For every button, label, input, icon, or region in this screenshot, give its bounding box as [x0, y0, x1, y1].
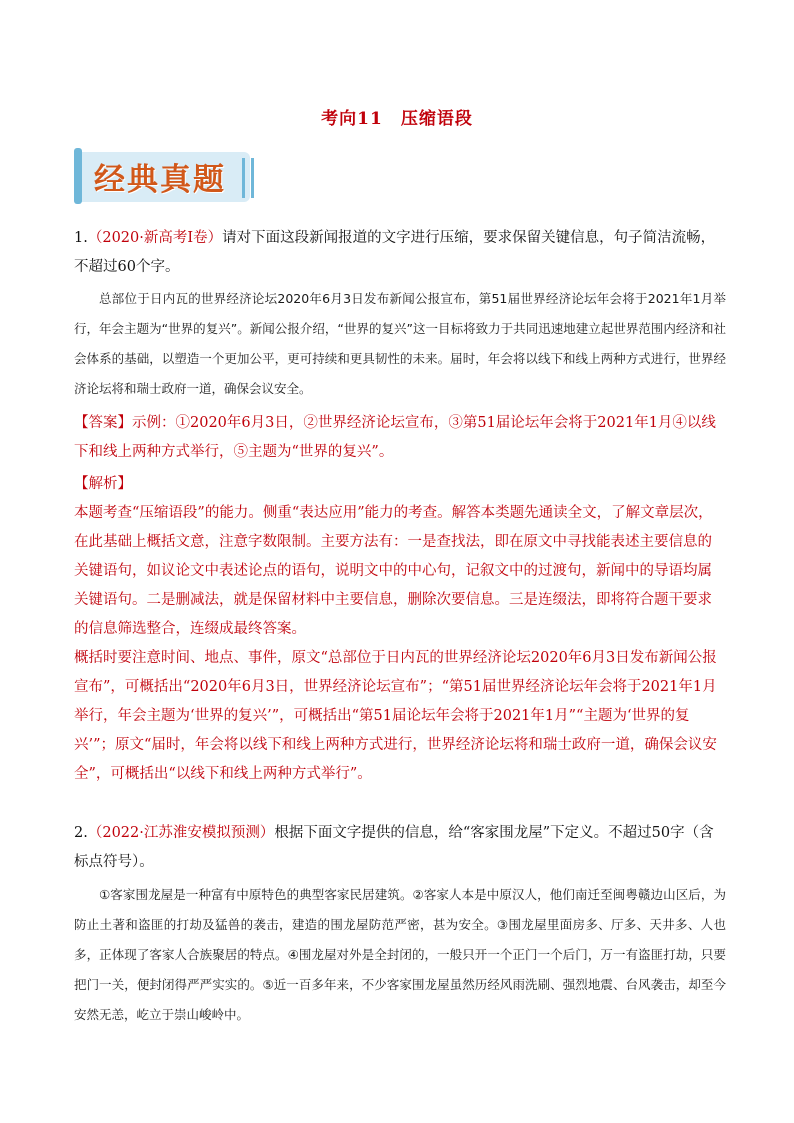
question-1-passage: 总部位于日内瓦的世界经济论坛2020年6月3日发布新闻公报宣布，第51届世界经济论坛年会将于2021年1月举行，年会主题为“世界的复兴”。新闻公报介绍，“世界的复兴”这一目标将致力于共同迅速地建立起世界范围内经济和社会体系的基础，以塑造一个更加公平，更可持续和更具韧性的未来。届时，年会将以线下和线上两种方式进行，世界经济论坛将和瑞士政府一道，确保会议安全。 — [74, 291, 726, 396]
analysis-paragraph-2: 概括时要注意时间、地点、事件，原文“总部位于日内瓦的世界经济论坛2020年6月3日发布新闻公报宣布”，可概括出“2020年6月3日，世界经济论坛宣布”；“第51届世界经济论坛年会将于2021年1月举行，年会主题为‘世界的复兴’”，可概括出“第51届论坛年会将于2021年1月”“主题为‘世界的复兴’”；原文“届时，年会将以线下和线上两种方式进行，世界经济论坛将和瑞士政府一道，确保会议安全”，可概括出“以线下和线上两种方式举行”。 — [74, 650, 717, 782]
banner-stripe — [242, 158, 254, 198]
answer-label: 【答案】 — [74, 415, 132, 431]
banner-edge — [74, 148, 82, 204]
question-1-passage-block — [74, 284, 726, 404]
answer-paragraph — [74, 409, 726, 467]
answer-text: 示例：①2020年6月3日，②世界经济论坛宣布，③第51届论坛年会将于2021年1月④以线下和线上两种方式举行，⑤主题为“世界的复兴”。 — [74, 415, 716, 460]
question-1-prompt — [74, 224, 726, 282]
question-source: （2020·新高考Ⅰ卷） — [87, 230, 223, 246]
question-1-answer — [74, 409, 726, 467]
question-2-prompt — [74, 819, 726, 877]
analysis-paragraph-1: 本题考查“压缩语段”的能力。侧重“表达应用”能力的考查。解答本类题先通读全文，了解文章层次，在此基础上概括文意，注意字数限制。主要方法有：一是查找法，即在原文中寻找能表述主要信息的关键语句，如议论文中表述论点的语句，说明文中的中心句，记叙文中的过渡句，新闻中的导语均属关键语句。二是删减法，就是保留材料中主要信息，删除次要信息。三是连缀法，即将符合题干要求的信息筛选整合，连缀成最终答案。 — [74, 505, 713, 637]
question-source: （2022·江苏淮安模拟预测） — [87, 825, 275, 841]
question-1-analysis — [74, 470, 726, 789]
question-1 — [74, 224, 726, 282]
question-number: 2. — [74, 825, 88, 841]
question-2 — [74, 819, 726, 877]
question-2-passage-block — [74, 880, 726, 1030]
question-text: 根据下面文字提供的信息，给“客家围龙屋”下定义。不超过50字（含标点符号）。 — [74, 825, 714, 870]
page-title: 考向11 压缩语段 — [321, 109, 473, 129]
analysis-label: 【解析】 — [74, 476, 132, 492]
question-text: 请对下面这段新闻报道的文字进行压缩，要求保留关键信息，句子简洁流畅，不超过60个字。 — [74, 230, 716, 275]
question-number: 1. — [74, 230, 88, 246]
question-2-passage: ①客家围龙屋是一种富有中原特色的典型客家民居建筑。②客家人本是中原汉人，他们南迁至闽粤赣边山区后，为防止土著和盗匪的打劫及猛兽的袭击，建造的围龙屋防范严密，甚为安全。③围龙屋里面房多、厅多、天井多、人也多，正体现了客家人合族聚居的特点。④围龙屋对外是全封闭的，一般只开一个正门一个后门，万一有盗匪打劫，只要把门一关，便封闭得严严实实的。⑤近一百多年来，不少客家围龙屋虽然历经风雨洗刷、强烈地震、台风袭击，却至今安然无恙，屹立于崇山峻岭中。 — [74, 887, 726, 1022]
banner-text: 经典真题 — [94, 162, 226, 198]
section-banner — [74, 148, 254, 204]
